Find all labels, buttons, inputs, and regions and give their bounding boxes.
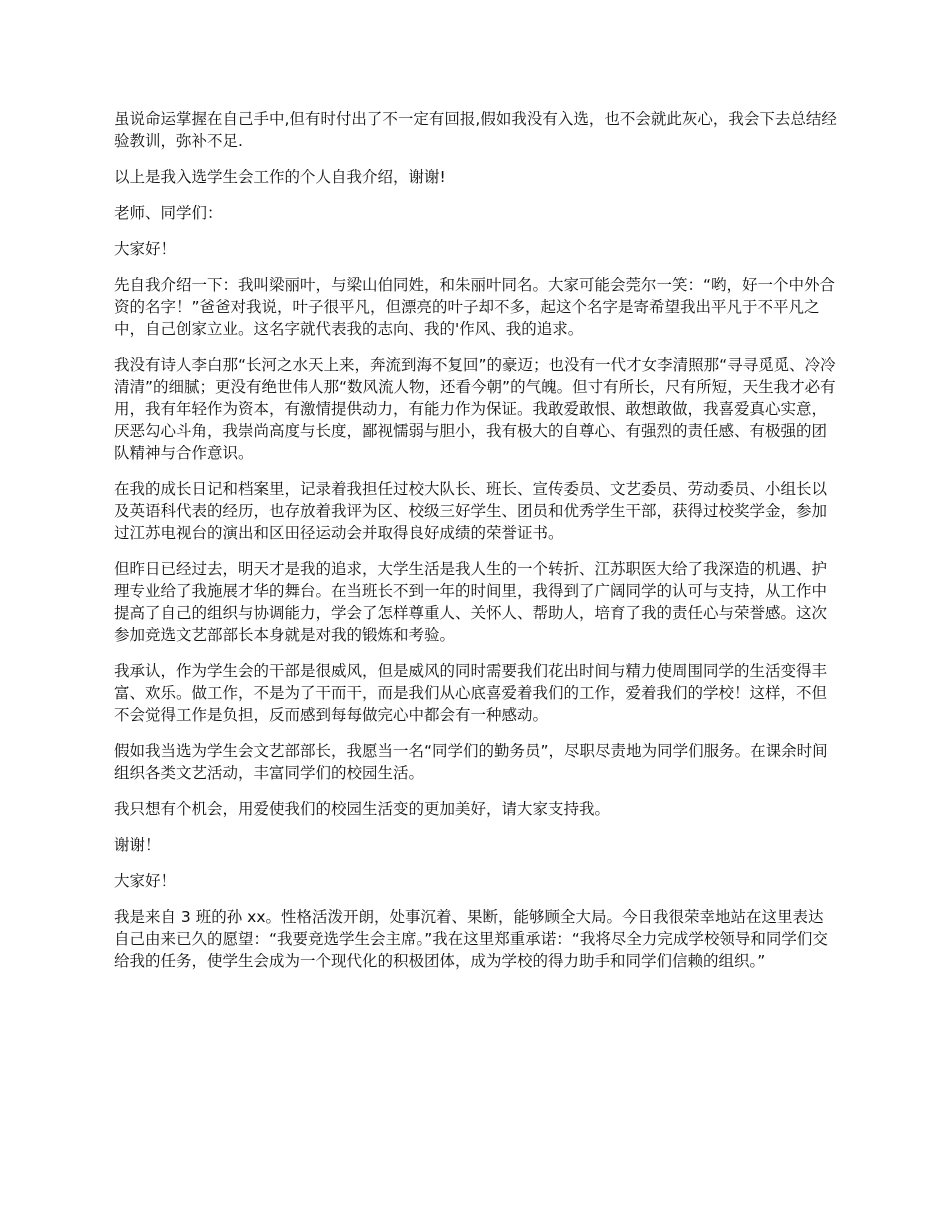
paragraph-5: 先自我介绍一下：我叫梁丽叶，与梁山伯同姓，和朱丽叶同名。大家可能会莞尔一笑：“哟，好一个中外合资的名字！”爸爸对我说，叶子很平凡，但漂亮的叶子却不多，起这个名字是寄希望我出平凡于不平凡之中，自己创家立业。这名字就代表我的志向、我的'作风、我的追求。: [114, 276, 836, 338]
paragraph-14: 我是来自 3 班的孙 xx。性格活泼开朗，处事沉着、果断，能够顾全大局。今日我很荣幸地站在这里表达自己由来已久的愿望：“我要竞选学生会主席。”我在这里郑重承诺：“我将尽全力完成学校领导和同学们交给我的任务，使学生会成为一个现代化的积极团体，成为学校的得力助手和同学们信赖的组织。”: [114, 908, 828, 970]
paragraph-4: 大家好！: [114, 240, 177, 258]
paragraph-3: 老师、同学们：: [114, 204, 223, 222]
paragraph-13: 大家好！: [114, 872, 177, 890]
paragraph-11: 我只想有个机会，用爱使我们的校园生活变的更加美好，请大家支持我。: [114, 800, 611, 818]
paragraph-7: 在我的成长日记和档案里，记录着我担任过校大队长、班长、宣传委员、文艺委员、劳动委员、小组长以及英语科代表的经历，也存放着我评为区、校级三好学生、团员和优秀学生干部，获得过校奖学金，参加过江苏电视台的演出和区田径运动会并取得良好成绩的荣誉证书。: [114, 480, 828, 542]
document-body: [114, 108, 838, 986]
paragraph-2: 以上是我入选学生会工作的个人自我介绍，谢谢!: [114, 168, 446, 186]
paragraph-8: 但昨日已经过去，明天才是我的追求，大学生活是我人生的一个转折、江苏职医大给了我深造的机遇、护理专业给了我施展才华的舞台。在当班长不到一年的时间里，我得到了广阔同学的认可与支持，从工作中提高了自己的组织与协调能力，学会了怎样尊重人、关怀人、帮助人，培育了我的责任心与荣誉感。这次参加竞选文艺部部长本身就是对我的锻炼和考验。: [114, 560, 828, 644]
paragraph-10: 假如我当选为学生会文艺部部长，我愿当一名“同学们的勤务员”，尽职尽责地为同学们服务。在课余时间组织各类文艺活动，丰富同学们的校园生活。: [114, 742, 828, 782]
paragraph-9: 我承认，作为学生会的干部是很威风，但是威风的同时需要我们花出时间与精力使周围同学的生活变得丰富、欢乐。做工作，不是为了干而干，而是我们从心底喜爱着我们的工作，爱着我们的学校！这样，不但不会觉得工作是负担，反而感到每每做完心中都会有一种感动。: [114, 662, 828, 724]
paragraph-6: 我没有诗人李白那“长河之水天上来，奔流到海不复回”的豪迈；也没有一代才女李清照那“寻寻觅觅、冷冷清清”的细腻；更没有绝世伟人那“数风流人物，还看今朝”的气魄。但寸有所长，尺有所短，天生我才必有用，我有年轻作为资本，有激情提供动力，有能力作为保证。我敢爱敢恨、敢想敢做，我喜爱真心实意，厌恶勾心斗角，我崇尚高度与长度，鄙视懦弱与胆小，我有极大的自尊心、有强烈的责任感、有极强的团队精神与合作意识。: [114, 356, 836, 462]
paragraph-1: 虽说命运掌握在自己手中,但有时付出了不一定有回报,假如我没有入选，也不会就此灰心，我会下去总结经验教训，弥补不足.: [114, 110, 837, 150]
paragraph-12: 谢谢！: [114, 836, 161, 854]
